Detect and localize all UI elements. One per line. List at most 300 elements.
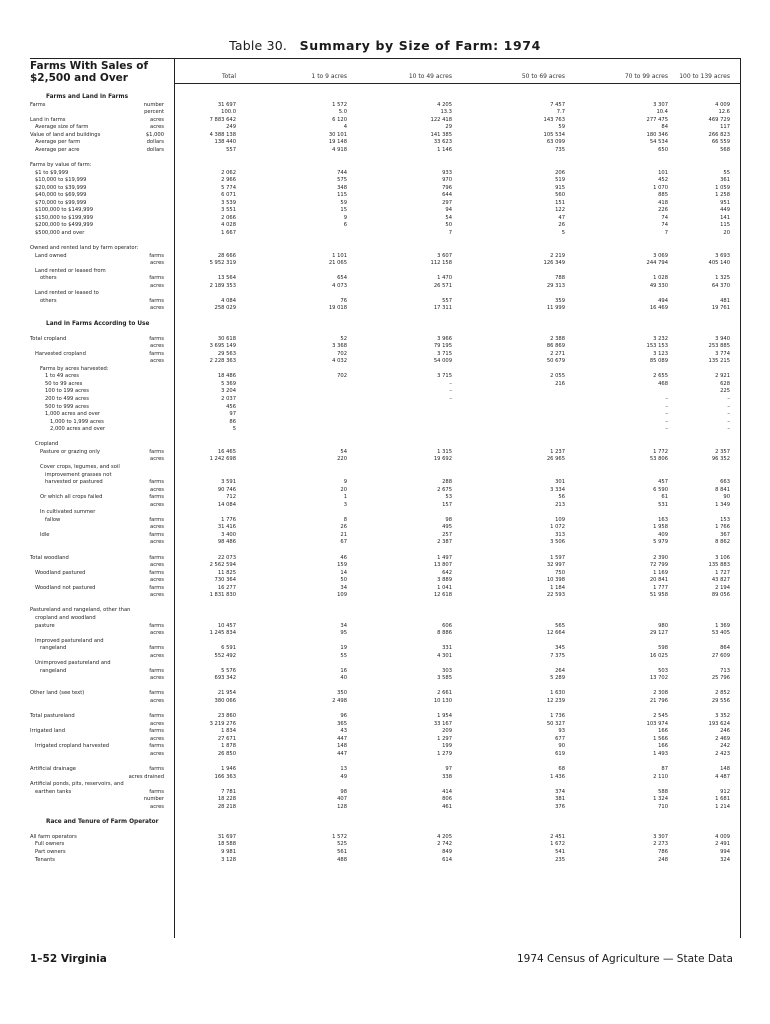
table-cell: 3 774 [715, 350, 730, 357]
table-cell: 7 781 [221, 788, 236, 795]
table-cell: 350 [337, 690, 347, 697]
column-header: 1 to 9 acres [311, 73, 347, 80]
table-cell: 135 215 [708, 358, 730, 365]
table-cell: 90 [558, 743, 565, 750]
row-unit: farms [149, 479, 164, 486]
table-cell: 67 [340, 539, 347, 546]
table-row [0, 743, 770, 750]
table-cell: 2 110 [653, 773, 668, 780]
table-row [0, 237, 770, 244]
table-cell: 22 073 [217, 554, 236, 561]
table-row [0, 434, 770, 441]
table-cell: 163 [658, 516, 668, 523]
table-cell: 193 624 [708, 720, 730, 727]
table-cell: 93 [558, 728, 565, 735]
table-cell: 7 457 [550, 101, 565, 108]
table-cell: 40 [340, 675, 347, 682]
row-label: $100,000 to $149,999 [35, 207, 94, 214]
table-row [0, 811, 770, 818]
table-row [0, 728, 770, 735]
table-cell: 59 [558, 124, 565, 131]
table-cell: 20 841 [649, 577, 668, 584]
table-cell: 64 370 [711, 282, 730, 289]
table-cell: 16 277 [217, 584, 236, 591]
table-cell: 849 [442, 849, 452, 855]
table-cell: 365 [337, 720, 347, 727]
table-cell: 3 585 [437, 675, 452, 682]
row-label: Farms [30, 101, 46, 108]
table-cell: 29 313 [546, 282, 565, 289]
table-cell: 13 564 [217, 275, 236, 282]
table-cell: 1 727 [715, 569, 730, 576]
table-cell: 126 349 [543, 260, 565, 267]
table-row [0, 253, 770, 260]
row-label: earthen tanks [35, 788, 72, 795]
column-header: 50 to 69 acres [521, 73, 565, 80]
table-cell: 22 593 [546, 592, 565, 599]
table-cell: 153 [720, 516, 730, 523]
table-cell: 468 [658, 380, 668, 387]
table-cell: 361 [720, 177, 730, 184]
row-unit: percent [144, 109, 164, 116]
row-unit: farms [149, 765, 164, 772]
table-cell: 2 228 363 [209, 358, 236, 365]
table-cell: 4 009 [715, 833, 730, 840]
table-cell: 338 [442, 773, 452, 780]
table-cell: 1 237 [550, 448, 565, 455]
table-cell: 26 850 [217, 750, 236, 757]
header-bottom-rule [174, 83, 740, 84]
table-cell: 3 715 [437, 373, 452, 380]
table-cell: 98 486 [217, 539, 236, 546]
table-cell: 109 [337, 592, 347, 599]
row-label: Other land (see text) [30, 690, 85, 697]
table-cell: 3 128 [221, 856, 236, 863]
table-cell: 735 [555, 146, 565, 153]
table-cell: 122 418 [430, 116, 452, 123]
table-cell: 796 [442, 184, 452, 191]
table-cell: 166 [658, 728, 668, 735]
table-cell: 4 918 [332, 146, 347, 153]
table-cell: 166 363 [214, 773, 236, 780]
table-row [0, 698, 770, 705]
table-cell: 1 772 [653, 448, 668, 455]
table-cell: 27 671 [217, 735, 236, 742]
table-cell: 21 796 [649, 698, 668, 704]
row-label: Harvested cropland [35, 350, 86, 357]
table-cell: 13 702 [649, 675, 668, 682]
table-row [0, 290, 770, 297]
row-label: Land rented or leased from [35, 267, 106, 274]
row-label: $10,000 to $19,999 [35, 177, 87, 184]
table-cell: 2 921 [715, 373, 730, 380]
row-label: $40,000 to $69,999 [35, 192, 87, 199]
table-row [0, 562, 770, 569]
table-cell: 2 661 [437, 690, 452, 697]
table-row [0, 109, 770, 116]
table-cell: 644 [442, 192, 452, 199]
table-cell: 1 072 [550, 524, 565, 531]
table-cell: 885 [658, 192, 668, 199]
table-cell: 11 999 [546, 305, 565, 312]
table-cell: 34 [340, 622, 347, 629]
row-label: 50 to 99 acres [45, 380, 83, 387]
table-row [0, 781, 770, 788]
table-cell: 3 400 [221, 531, 236, 538]
table-cell: 19 761 [711, 305, 730, 312]
table-cell: 2 655 [653, 373, 668, 380]
table-cell: 2 194 [715, 584, 730, 591]
table-row [0, 268, 770, 275]
row-unit: acres [150, 116, 164, 123]
table-cell: 180 346 [646, 131, 668, 138]
table-cell: 7 [448, 229, 452, 236]
row-label: Irrigated cropland harvested [35, 743, 110, 750]
table-cell: 55 [340, 652, 347, 659]
table-cell: 87 [661, 765, 668, 772]
table-cell: 23 860 [217, 713, 236, 720]
table-row [0, 336, 770, 343]
row-label: rangeland [40, 645, 67, 652]
table-cell: 710 [658, 803, 668, 810]
table-cell: 1 566 [653, 735, 668, 742]
table-cell: 31 416 [217, 524, 236, 531]
table-cell: – [665, 426, 668, 433]
table-cell: 9 [343, 214, 347, 221]
column-header: 100 to 139 acres [679, 73, 730, 80]
table-cell: 1 169 [653, 569, 668, 576]
table-title [0, 38, 770, 53]
row-unit: acres [150, 486, 164, 493]
table-cell: 28 218 [217, 803, 236, 810]
table-cell: 1 041 [437, 584, 452, 591]
table-cell: 13 807 [433, 562, 452, 569]
table-cell: 14 084 [217, 501, 236, 508]
table-row [0, 706, 770, 713]
table-cell: 8 862 [715, 539, 730, 546]
table-row [0, 472, 770, 479]
table-cell: 13.3 [440, 109, 452, 116]
table-cell: 3 591 [221, 479, 236, 486]
table-cell: 54 [340, 448, 347, 455]
table-cell: 26 [558, 222, 565, 229]
row-unit: $1,000 [145, 131, 164, 138]
table-cell: 557 [442, 297, 452, 304]
table-cell: 409 [658, 531, 668, 538]
table-cell: 677 [555, 735, 565, 742]
table-cell: 90 746 [217, 486, 236, 493]
table-row [0, 690, 770, 697]
table-cell: 26 965 [546, 456, 565, 463]
row-unit: acres [150, 501, 164, 508]
row-unit: acres [150, 720, 164, 727]
row-label: Average per acre [35, 146, 80, 153]
table-cell: 1 436 [550, 773, 565, 780]
table-row [0, 517, 770, 524]
table-cell: 13 [340, 765, 347, 772]
table-cell: 6 591 [221, 645, 236, 652]
table-cell: 53 [445, 494, 452, 501]
table-cell: 3 966 [437, 335, 452, 342]
row-unit: farms [149, 335, 164, 342]
table-cell: 55 [723, 169, 730, 176]
table-cell: 95 [340, 630, 347, 637]
table-cell: 557 [226, 146, 236, 153]
row-unit: farms [149, 743, 164, 750]
table-cell: 3 [343, 501, 347, 508]
table-cell: 51 958 [649, 592, 668, 599]
table-cell: 10 457 [217, 622, 236, 629]
table-cell: 15 [340, 207, 347, 214]
table-cell: 7 [664, 229, 668, 236]
table-row [0, 645, 770, 652]
table-cell: 2 308 [653, 690, 668, 697]
table-cell: 8 [343, 516, 347, 523]
table-cell: 248 [658, 856, 668, 863]
table-cell: 12 239 [546, 698, 565, 704]
table-cell: 702 [337, 373, 347, 380]
row-unit: acres [150, 456, 164, 463]
table-cell: 253 885 [708, 343, 730, 350]
table-row [0, 343, 770, 350]
table-cell: 19 692 [433, 456, 452, 463]
table-cell: 105 534 [543, 131, 565, 138]
table-cell: 4 009 [715, 101, 730, 108]
table-cell: 1 776 [221, 516, 236, 523]
row-label: Part owners [35, 849, 66, 855]
table-row [0, 381, 770, 388]
table-cell: 49 [340, 773, 347, 780]
table-cell: 1 315 [437, 448, 452, 455]
table-row [0, 758, 770, 765]
table-cell: 199 [442, 743, 452, 750]
table-cell: – [727, 418, 730, 425]
table-row [0, 441, 770, 448]
table-cell: – [449, 388, 452, 395]
table-cell: 8 886 [437, 630, 452, 637]
table-cell: 33 623 [433, 139, 452, 146]
row-unit: farms [149, 554, 164, 561]
table-row [0, 222, 770, 229]
table-row [0, 139, 770, 146]
table-cell: 153 153 [646, 343, 668, 350]
table-cell: 10 398 [546, 577, 565, 584]
table-cell: 1 070 [653, 184, 668, 191]
table-cell: 10.4 [656, 109, 668, 116]
table-row [0, 638, 770, 645]
table-row [0, 653, 770, 660]
table-cell: – [449, 380, 452, 387]
table-cell: 418 [658, 199, 668, 206]
table-cell: 2 271 [550, 350, 565, 357]
table-cell: 654 [337, 275, 347, 282]
table-cell: 4 388 138 [209, 131, 236, 138]
table-row [0, 577, 770, 584]
table-cell: 50 [340, 577, 347, 584]
row-unit: acres [150, 675, 164, 682]
table-cell: 1 736 [550, 713, 565, 720]
table-cell: 31 697 [217, 833, 236, 840]
table-cell: 96 [340, 713, 347, 720]
table-cell: 128 [337, 803, 347, 810]
table-cell: 2 387 [437, 539, 452, 546]
table-cell: 495 [442, 524, 452, 531]
table-cell: 74 [661, 214, 668, 221]
row-unit: acres drained [128, 773, 164, 780]
table-cell: 29 563 [217, 350, 236, 357]
row-unit: acres [150, 124, 164, 131]
table-cell: 90 [723, 494, 730, 501]
row-label: Cover crops, legumes, and soil [40, 463, 120, 470]
table-row [0, 162, 770, 169]
row-label: $200,000 to $499,999 [35, 222, 94, 229]
table-row [0, 607, 770, 614]
table-cell: 10 130 [433, 698, 452, 704]
table-row [0, 351, 770, 358]
row-label: Owned and rented land by farm operator: [30, 245, 139, 251]
table-cell: – [665, 403, 668, 410]
row-label: Total cropland [30, 335, 67, 342]
table-cell: 54 534 [649, 139, 668, 146]
table-cell: 27 609 [711, 652, 730, 659]
table-row [0, 524, 770, 531]
table-row [0, 796, 770, 803]
table-cell: 650 [658, 146, 668, 153]
table-cell: 1 369 [715, 622, 730, 629]
row-unit: acres [150, 577, 164, 584]
row-unit: acres [150, 358, 164, 365]
table-number: Table 30. [229, 38, 288, 53]
row-unit: farms [149, 622, 164, 629]
table-cell: 1 958 [653, 524, 668, 531]
table-cell: 20 [340, 486, 347, 493]
table-row [0, 230, 770, 237]
table-cell: 12 664 [546, 630, 565, 637]
row-label: In cultivated summer [40, 509, 96, 516]
table-row [0, 313, 770, 320]
table-cell: 359 [555, 297, 565, 304]
table-cell: 98 [340, 788, 347, 795]
table-cell: 730 364 [214, 577, 236, 584]
table-cell: 3 693 [715, 252, 730, 259]
table-cell: 56 [558, 494, 565, 501]
row-unit: farms [149, 350, 164, 357]
table-cell: 1 946 [221, 765, 236, 772]
row-label: Idle [40, 531, 50, 538]
row-label: others [40, 297, 57, 304]
table-row [0, 298, 770, 305]
table-cell: 46 [340, 554, 347, 561]
table-cell: 786 [658, 849, 668, 855]
table-cell: 2 852 [715, 690, 730, 697]
table-cell: 4 084 [221, 297, 236, 304]
row-unit: farms [149, 584, 164, 591]
table-cell: 561 [337, 849, 347, 855]
table-row [0, 713, 770, 720]
table-cell: 3 940 [715, 335, 730, 342]
table-cell: 1 245 834 [209, 630, 236, 637]
table-cell: – [727, 411, 730, 418]
table-cell: 209 [442, 728, 452, 735]
row-label: harvested or pastured [45, 479, 103, 486]
table-cell: 1 834 [221, 728, 236, 735]
table-row [0, 124, 770, 131]
row-unit: acres [150, 282, 164, 289]
table-cell: 951 [720, 199, 730, 206]
table-cell: 503 [658, 667, 668, 674]
table-cell: 2 451 [550, 833, 565, 840]
row-label: Total woodland [30, 554, 69, 561]
table-cell: 50 327 [546, 720, 565, 727]
table-cell: 68 [558, 765, 565, 772]
table-cell: 1 470 [437, 275, 452, 282]
table-cell: 1 597 [550, 554, 565, 561]
table-cell: 1 493 [653, 750, 668, 757]
table-cell: 117 [720, 124, 730, 131]
table-cell: 3 069 [653, 252, 668, 259]
row-label: 100 to 199 acres [45, 388, 89, 395]
table-cell: 380 066 [214, 698, 236, 704]
table-cell: 3 334 [550, 486, 565, 493]
row-unit: farms [149, 713, 164, 720]
table-cell: 266 823 [708, 131, 730, 138]
table-cell: 2 062 [221, 169, 236, 176]
table-cell: 26 [340, 524, 347, 531]
row-label: Artificial ponds, pits, reservoirs, and [30, 781, 124, 788]
table-cell: 213 [555, 501, 565, 508]
table-cell: 1 667 [221, 229, 236, 236]
table-cell: 2 066 [221, 214, 236, 221]
table-cell: 2 675 [437, 486, 452, 493]
table-row [0, 555, 770, 562]
row-unit: number [143, 101, 164, 108]
table-cell: 5 576 [221, 667, 236, 674]
table-cell: – [727, 403, 730, 410]
table-row [0, 404, 770, 411]
table-cell: 14 [340, 569, 347, 576]
row-unit: farms [149, 728, 164, 735]
table-cell: 2 390 [653, 554, 668, 561]
table-cell: 331 [442, 645, 452, 652]
table-cell: 8 841 [715, 486, 730, 493]
table-cell: 712 [226, 494, 236, 501]
table-cell: 6 590 [653, 486, 668, 493]
table-cell: 1 497 [437, 554, 452, 561]
table-cell: 148 [337, 743, 347, 750]
table-cell: 531 [658, 501, 668, 508]
table-cell: 565 [555, 622, 565, 629]
table-row [0, 456, 770, 463]
section-heading-row [0, 321, 770, 328]
table-cell: 16 465 [217, 448, 236, 455]
table-cell: 9 [343, 479, 347, 486]
row-label: Woodland pastured [35, 569, 86, 576]
table-cell: 148 [720, 765, 730, 772]
table-row [0, 834, 770, 841]
table-cell: 49 330 [649, 282, 668, 289]
table-cell: 864 [720, 645, 730, 652]
row-unit: acres [150, 698, 164, 704]
table-row [0, 532, 770, 539]
table-cell: 1 672 [550, 841, 565, 848]
stub-heading: Farms With Sales of $2,500 and Over [30, 60, 149, 84]
table-cell: 288 [442, 479, 452, 486]
row-unit: farms [149, 297, 164, 304]
table-row [0, 509, 770, 516]
table-cell: 18 588 [217, 841, 236, 848]
table-cell: 575 [337, 177, 347, 184]
table-row [0, 245, 770, 252]
